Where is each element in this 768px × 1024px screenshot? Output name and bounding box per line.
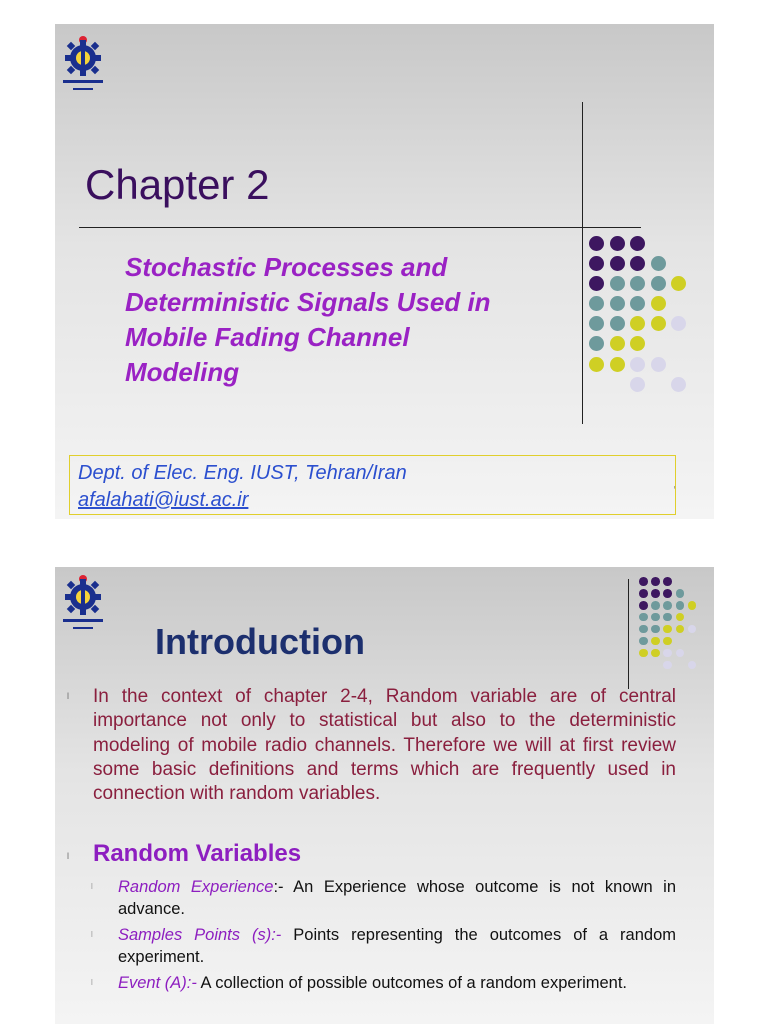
- decorative-dot: [639, 613, 648, 622]
- term-label: Event (A):-: [118, 974, 197, 992]
- decorative-dot: [610, 236, 625, 251]
- subtitle-line: Stochastic Processes and: [125, 252, 448, 282]
- decorative-dot: [630, 296, 645, 311]
- decorative-dot: [589, 336, 604, 351]
- introduction-slide: [55, 567, 714, 1024]
- decorative-dot: [610, 276, 625, 291]
- intro-paragraph: In the context of chapter 2-4, Random variable are of central importance not only to statistical but also to the deterministic modeling of mobile radio channels. Therefore we will at first review some basic definitions and terms which are frequently used in connection with random variables.: [93, 686, 676, 805]
- decorative-dot: [630, 256, 645, 271]
- decorative-dot: [671, 276, 686, 291]
- decorative-dot: [610, 336, 625, 351]
- decorative-dot: [688, 601, 697, 610]
- decorative-dot: [639, 577, 648, 586]
- decorative-dot-grid: [639, 577, 709, 677]
- decorative-dot: [589, 296, 604, 311]
- decorative-dot: [651, 357, 666, 372]
- iust-gear-logo-icon: [59, 34, 115, 100]
- section-title: Random Variables: [93, 840, 302, 867]
- list-item: [118, 972, 676, 994]
- decorative-dot: [589, 357, 604, 372]
- term-definition: A collection of possible outcomes of a random experiment.: [196, 974, 628, 992]
- title-slide: [55, 24, 714, 519]
- chapter-subtitle: [125, 250, 555, 390]
- decorative-dot: [639, 625, 648, 634]
- decorative-dot: [589, 316, 604, 331]
- decorative-dot: [651, 625, 660, 634]
- decorative-dot: [589, 276, 604, 291]
- decorative-dot: [671, 377, 686, 392]
- bullet-marker: l: [91, 930, 93, 939]
- decorative-dot: [651, 649, 660, 658]
- decorative-dot-grid: [589, 236, 709, 406]
- decorative-dot: [676, 589, 685, 598]
- bullet-marker: l: [67, 851, 69, 861]
- bullet-marker: l: [67, 691, 69, 701]
- decorative-dot: [688, 625, 697, 634]
- decorative-dot: [651, 256, 666, 271]
- decorative-dot: [663, 625, 672, 634]
- decorative-dot: [663, 661, 672, 670]
- term-definition: :- An Experience whose outcome is not known in advance.: [118, 878, 676, 918]
- decorative-dot: [639, 589, 648, 598]
- decorative-dot: [663, 637, 672, 646]
- decorative-dot: [651, 589, 660, 598]
- decorative-dot: [651, 316, 666, 331]
- decorative-dot: [676, 649, 685, 658]
- decorative-dot: [663, 649, 672, 658]
- subtitle-line: Mobile Fading Channel: [125, 322, 410, 352]
- department-text: Dept. of Elec. Eng. IUST, Tehran/Iran: [78, 462, 407, 484]
- term-label: Samples Points (s):-: [118, 926, 282, 944]
- term-label: Random Experience: [118, 878, 274, 896]
- decorative-dot: [630, 377, 645, 392]
- divider-horizontal: [79, 227, 641, 228]
- decorative-dot: [651, 601, 660, 610]
- decorative-dot: [651, 577, 660, 586]
- subtitle-line: Deterministic Signals Used in: [125, 287, 491, 317]
- term-definition: Points representing the outcomes of a random experiment.: [118, 926, 677, 966]
- decorative-dot: [676, 625, 685, 634]
- decorative-dot: [663, 613, 672, 622]
- decorative-dot: [663, 577, 672, 586]
- list-item: [118, 924, 676, 968]
- decorative-dot: [589, 236, 604, 251]
- decorative-dot: [589, 256, 604, 271]
- chapter-title: Chapter 2: [85, 161, 270, 208]
- slide-title: Introduction: [155, 621, 365, 662]
- decorative-dot: [610, 316, 625, 331]
- decorative-dot: [630, 357, 645, 372]
- decorative-dot: [671, 316, 686, 331]
- decorative-dot: [639, 649, 648, 658]
- decorative-dot: [688, 661, 697, 670]
- decorative-dot: [630, 336, 645, 351]
- decorative-dot: [651, 637, 660, 646]
- bullet-marker: l: [91, 882, 93, 891]
- decorative-dot: [610, 256, 625, 271]
- decorative-dot: [639, 637, 648, 646]
- decorative-dot: [639, 601, 648, 610]
- bullet-marker: l: [91, 978, 93, 987]
- divider-vertical: [628, 579, 629, 689]
- decorative-dot: [610, 296, 625, 311]
- decorative-dot: [676, 601, 685, 610]
- decorative-dot: [630, 316, 645, 331]
- subtitle-line: Modeling: [125, 357, 240, 387]
- list-item: [118, 876, 676, 920]
- decorative-dot: [630, 276, 645, 291]
- decorative-dot: [663, 601, 672, 610]
- decorative-dot: [651, 276, 666, 291]
- decorative-dot: [610, 357, 625, 372]
- decorative-dot: [663, 589, 672, 598]
- iust-gear-logo-icon: [59, 573, 115, 639]
- email-link[interactable]: afalahati@iust.ac.ir: [78, 489, 249, 511]
- divider-vertical: [582, 102, 583, 424]
- decorative-dot: [651, 296, 666, 311]
- decorative-dot: [651, 613, 660, 622]
- decorative-dot: [630, 236, 645, 251]
- decorative-dot: [676, 613, 685, 622]
- author-box: [69, 455, 676, 515]
